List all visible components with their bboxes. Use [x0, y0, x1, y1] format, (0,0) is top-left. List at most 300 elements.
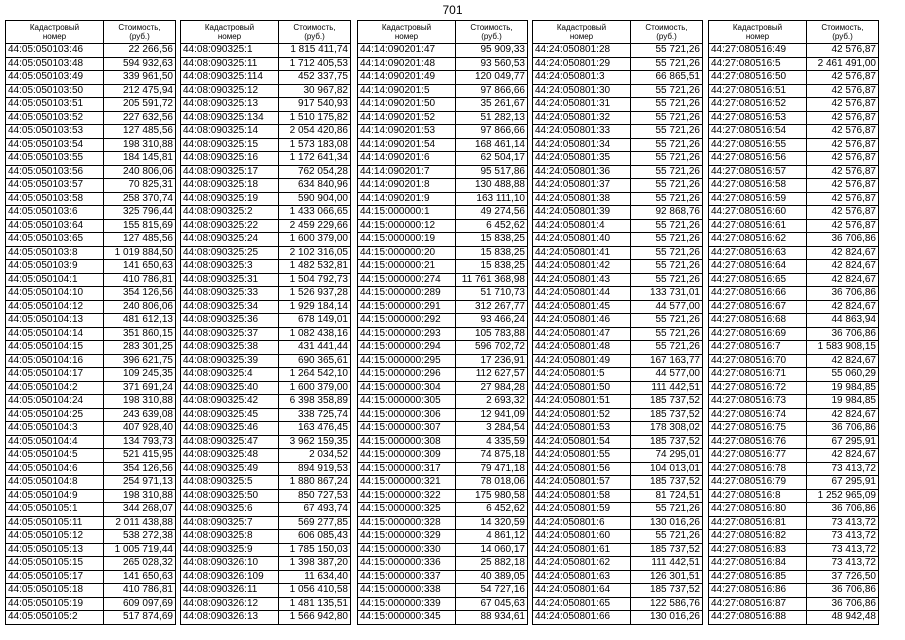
table-row — [181, 449, 351, 463]
header-text: (руб.) — [832, 32, 853, 41]
table-row — [533, 327, 703, 341]
cost-cell: 3 962 159,35 — [279, 435, 351, 449]
cadastral-number-cell: 44:27:080516:63 — [709, 246, 807, 260]
table-row — [358, 206, 528, 220]
cost-cell: 93 466,24 — [456, 314, 528, 328]
table-row — [358, 543, 528, 557]
table-row — [181, 138, 351, 152]
cost-cell: 2 054 420,86 — [279, 125, 351, 139]
cadastral-number-cell: 44:14:090201:6 — [358, 152, 456, 166]
table-row — [6, 44, 176, 58]
table-row — [533, 98, 703, 112]
header-text: Кадастровый — [556, 23, 607, 32]
header-text: Кадастровый — [381, 23, 432, 32]
cost-cell: 42 576,87 — [807, 192, 879, 206]
cadastral-number-cell: 44:24:050801:54 — [533, 435, 631, 449]
cadastral-number-cell: 44:05:050104:3 — [6, 422, 104, 436]
table-row — [181, 381, 351, 395]
table-row — [6, 111, 176, 125]
cost-cell: 185 737,52 — [631, 584, 703, 598]
cost-cell: 55 721,26 — [631, 165, 703, 179]
table-row — [181, 246, 351, 260]
table-row — [358, 476, 528, 490]
cost-cell: 538 272,38 — [104, 530, 176, 544]
cadastral-number-cell: 44:27:080516:83 — [709, 543, 807, 557]
cadastral-number-cell: 44:08:090325:1 — [181, 44, 279, 58]
table-row — [6, 246, 176, 260]
cadastral-number-cell: 44:05:050103:50 — [6, 84, 104, 98]
cadastral-number-cell: 44:08:090325:37 — [181, 327, 279, 341]
cost-cell: 55 721,26 — [631, 219, 703, 233]
cost-cell: 97 866,66 — [456, 84, 528, 98]
cost-cell: 55 721,26 — [631, 98, 703, 112]
header-cadastral-number — [6, 21, 104, 44]
cadastral-number-cell: 44:27:080516:58 — [709, 179, 807, 193]
cadastral-number-cell: 44:15:000000:325 — [358, 503, 456, 517]
cost-cell: 42 576,87 — [807, 44, 879, 58]
cadastral-number-cell: 44:24:050801:52 — [533, 408, 631, 422]
cost-cell: 2 693,32 — [456, 395, 528, 409]
cost-cell: 36 706,86 — [807, 584, 879, 598]
cadastral-number-cell: 44:08:090325:46 — [181, 422, 279, 436]
table-row — [358, 165, 528, 179]
header-text: (руб.) — [304, 32, 325, 41]
cadastral-number-cell: 44:05:050104:12 — [6, 300, 104, 314]
table-row — [358, 44, 528, 58]
table-row — [533, 557, 703, 571]
table-row — [533, 84, 703, 98]
cost-cell: 155 815,69 — [104, 219, 176, 233]
cost-cell: 175 980,58 — [456, 489, 528, 503]
cost-cell: 55 721,26 — [631, 341, 703, 355]
table-row — [6, 381, 176, 395]
table-row — [533, 368, 703, 382]
cost-cell: 22 266,56 — [104, 44, 176, 58]
table-row — [6, 152, 176, 166]
cadastral-number-cell: 44:08:090325:2 — [181, 206, 279, 220]
cadastral-number-cell: 44:08:090325:17 — [181, 165, 279, 179]
table-row — [709, 408, 879, 422]
cadastral-number-cell: 44:08:090325:47 — [181, 435, 279, 449]
cost-cell: 325 796,44 — [104, 206, 176, 220]
cadastral-number-cell: 44:24:050801:57 — [533, 476, 631, 490]
table-row — [533, 165, 703, 179]
cadastral-number-cell: 44:24:050801:4 — [533, 219, 631, 233]
cadastral-number-cell: 44:24:050801:53 — [533, 422, 631, 436]
cost-cell: 396 621,75 — [104, 354, 176, 368]
cadastral-number-cell: 44:08:090325:25 — [181, 246, 279, 260]
table-row — [533, 260, 703, 274]
cadastral-number-cell: 44:27:080516:60 — [709, 206, 807, 220]
cost-cell: 42 576,87 — [807, 111, 879, 125]
cadastral-number-cell: 44:24:050801:50 — [533, 381, 631, 395]
table-row — [709, 543, 879, 557]
cost-cell: 130 016,26 — [631, 611, 703, 625]
table-row — [709, 341, 879, 355]
table-row — [358, 273, 528, 287]
table-row — [709, 503, 879, 517]
cost-cell: 49 274,56 — [456, 206, 528, 220]
cost-cell: 37 726,50 — [807, 570, 879, 584]
cadastral-number-cell: 44:27:080516:54 — [709, 125, 807, 139]
cost-cell: 70 825,31 — [104, 179, 176, 193]
cadastral-number-cell: 44:15:000000:296 — [358, 368, 456, 382]
cost-cell: 1 082 438,16 — [279, 327, 351, 341]
cost-cell: 67 295,91 — [807, 435, 879, 449]
cadastral-number-cell: 44:15:000000:329 — [358, 530, 456, 544]
cadastral-number-cell: 44:27:080516:51 — [709, 84, 807, 98]
cost-cell: 55 721,26 — [631, 192, 703, 206]
cadastral-number-cell: 44:05:050105:11 — [6, 516, 104, 530]
table-row — [358, 71, 528, 85]
table-row — [358, 503, 528, 517]
cadastral-number-cell: 44:27:080516:77 — [709, 449, 807, 463]
cadastral-number-cell: 44:05:050104:17 — [6, 368, 104, 382]
table-row — [709, 165, 879, 179]
header-cadastral-number — [181, 21, 279, 44]
cadastral-number-cell: 44:27:080516:71 — [709, 368, 807, 382]
cadastral-number-cell: 44:24:050801:3 — [533, 71, 631, 85]
table-row — [6, 300, 176, 314]
cadastral-number-cell: 44:08:090325:13 — [181, 98, 279, 112]
table-row — [6, 570, 176, 584]
table-row — [533, 395, 703, 409]
cadastral-number-cell: 44:24:050801:48 — [533, 341, 631, 355]
cost-cell: 55 721,26 — [631, 125, 703, 139]
cadastral-number-cell: 44:08:090325:14 — [181, 125, 279, 139]
cost-cell: 1 504 792,73 — [279, 273, 351, 287]
cadastral-number-cell: 44:05:050103:55 — [6, 152, 104, 166]
cadastral-number-cell: 44:05:050104:24 — [6, 395, 104, 409]
cost-cell: 1 573 183,08 — [279, 138, 351, 152]
table-row — [6, 314, 176, 328]
table-row — [709, 71, 879, 85]
cost-cell: 95 909,33 — [456, 44, 528, 58]
table-row — [6, 435, 176, 449]
table-row — [533, 111, 703, 125]
table-row — [709, 314, 879, 328]
header-cost — [456, 21, 528, 44]
table-row — [709, 354, 879, 368]
cost-cell: 104 013,01 — [631, 462, 703, 476]
cost-cell: 120 049,77 — [456, 71, 528, 85]
table-row — [533, 233, 703, 247]
cadastral-number-cell: 44:05:050105:1 — [6, 503, 104, 517]
cost-cell: 54 727,16 — [456, 584, 528, 598]
cadastral-number-cell: 44:15:000000:338 — [358, 584, 456, 598]
table-row — [533, 341, 703, 355]
cost-cell: 1 526 937,28 — [279, 287, 351, 301]
cost-cell: 42 576,87 — [807, 98, 879, 112]
cost-cell: 1 712 405,53 — [279, 57, 351, 71]
header-text: номер — [569, 32, 594, 41]
table-row — [181, 408, 351, 422]
cadastral-number-cell: 44:27:080516:72 — [709, 381, 807, 395]
cost-cell: 42 576,87 — [807, 219, 879, 233]
table-row — [6, 219, 176, 233]
cadastral-number-cell: 44:08:090325:45 — [181, 408, 279, 422]
cadastral-number-cell: 44:08:090325:49 — [181, 462, 279, 476]
cadastral-number-cell: 44:24:050801:59 — [533, 503, 631, 517]
cadastral-number-cell: 44:08:090325:15 — [181, 138, 279, 152]
table-row — [181, 179, 351, 193]
table-row — [358, 327, 528, 341]
cost-cell: 163 476,45 — [279, 422, 351, 436]
cadastral-number-cell: 44:05:050104:1 — [6, 273, 104, 287]
cost-cell: 42 576,87 — [807, 165, 879, 179]
table-row — [181, 584, 351, 598]
cost-cell: 1 600 379,00 — [279, 381, 351, 395]
cost-cell: 55 721,26 — [631, 246, 703, 260]
cadastral-number-cell: 44:15:000000:274 — [358, 273, 456, 287]
cadastral-number-cell: 44:08:090326:10 — [181, 557, 279, 571]
table-column-2 — [180, 20, 351, 625]
table-row — [6, 354, 176, 368]
cadastral-number-cell: 44:05:050105:2 — [6, 611, 104, 625]
table-row — [358, 462, 528, 476]
header-text: Стоимость, — [293, 23, 336, 32]
cadastral-number-cell: 44:27:080516:78 — [709, 462, 807, 476]
table-column-1 — [5, 20, 176, 625]
table-row — [181, 287, 351, 301]
cost-cell: 1 583 908,15 — [807, 341, 879, 355]
cadastral-number-cell: 44:27:080516:80 — [709, 503, 807, 517]
table-row — [358, 246, 528, 260]
cadastral-number-cell: 44:27:080516:69 — [709, 327, 807, 341]
table-header-row — [533, 21, 703, 44]
cost-cell: 42 824,67 — [807, 449, 879, 463]
cadastral-number-cell: 44:24:050801:29 — [533, 57, 631, 71]
table-row — [709, 246, 879, 260]
cadastral-number-cell: 44:15:000000:336 — [358, 557, 456, 571]
cost-cell: 4 861,12 — [456, 530, 528, 544]
table-row — [6, 611, 176, 625]
cadastral-number-cell: 44:15:000000:292 — [358, 314, 456, 328]
cadastral-number-cell: 44:15:000000:322 — [358, 489, 456, 503]
cadastral-number-cell: 44:05:050104:14 — [6, 327, 104, 341]
table-row — [358, 233, 528, 247]
table-row — [709, 489, 879, 503]
table-row — [709, 219, 879, 233]
cost-cell: 339 961,50 — [104, 71, 176, 85]
table-row — [358, 597, 528, 611]
cadastral-number-cell: 44:05:050103:58 — [6, 192, 104, 206]
cadastral-number-cell: 44:24:050801:55 — [533, 449, 631, 463]
cadastral-number-cell: 44:27:080516:76 — [709, 435, 807, 449]
cost-cell: 1 785 150,03 — [279, 543, 351, 557]
table-row — [709, 570, 879, 584]
cost-cell: 2 011 438,88 — [104, 516, 176, 530]
cost-cell: 42 576,87 — [807, 152, 879, 166]
cadastral-number-cell: 44:14:090201:47 — [358, 44, 456, 58]
table-row — [533, 179, 703, 193]
header-cadastral-number — [533, 21, 631, 44]
cadastral-number-cell: 44:08:090325:8 — [181, 530, 279, 544]
table-row — [709, 530, 879, 544]
table-row — [358, 422, 528, 436]
table-row — [181, 314, 351, 328]
cost-cell: 93 560,53 — [456, 57, 528, 71]
table-row — [709, 516, 879, 530]
table-row — [181, 111, 351, 125]
cost-cell: 569 277,85 — [279, 516, 351, 530]
cost-cell: 44 577,00 — [631, 300, 703, 314]
cost-cell: 185 737,52 — [631, 435, 703, 449]
table-row — [181, 422, 351, 436]
header-text: номер — [745, 32, 770, 41]
cost-cell: 66 865,51 — [631, 71, 703, 85]
cost-cell: 240 806,06 — [104, 165, 176, 179]
table-row — [181, 125, 351, 139]
table-row — [709, 462, 879, 476]
cost-cell: 55 060,29 — [807, 368, 879, 382]
cadastral-number-cell: 44:08:090325:114 — [181, 71, 279, 85]
table-row — [709, 476, 879, 490]
cost-cell: 371 691,24 — [104, 381, 176, 395]
table-row — [358, 354, 528, 368]
cadastral-number-cell: 44:08:090325:16 — [181, 152, 279, 166]
table-row — [533, 354, 703, 368]
table-row — [358, 125, 528, 139]
table-row — [358, 84, 528, 98]
cadastral-number-cell: 44:08:090326:13 — [181, 611, 279, 625]
table-row — [533, 219, 703, 233]
table-row — [6, 138, 176, 152]
cadastral-number-cell: 44:05:050105:15 — [6, 557, 104, 571]
cost-cell: 1 056 410,58 — [279, 584, 351, 598]
table-row — [358, 179, 528, 193]
cadastral-number-cell: 44:05:050103:8 — [6, 246, 104, 260]
cost-cell: 42 576,87 — [807, 206, 879, 220]
cadastral-number-cell: 44:27:080516:56 — [709, 152, 807, 166]
table-row — [181, 165, 351, 179]
table-row — [6, 597, 176, 611]
table-row — [533, 476, 703, 490]
cost-cell: 36 706,86 — [807, 233, 879, 247]
cost-cell: 73 413,72 — [807, 516, 879, 530]
cost-cell: 351 860,15 — [104, 327, 176, 341]
cost-cell: 42 824,67 — [807, 273, 879, 287]
cadastral-table — [708, 20, 879, 625]
cadastral-table — [357, 20, 528, 625]
cost-cell: 111 442,51 — [631, 557, 703, 571]
page-number: 701 — [442, 3, 463, 17]
table-row — [709, 179, 879, 193]
cost-cell: 42 824,67 — [807, 260, 879, 274]
table-row — [709, 138, 879, 152]
cost-cell: 14 320,59 — [456, 516, 528, 530]
cadastral-number-cell: 44:24:050801:32 — [533, 111, 631, 125]
table-row — [709, 98, 879, 112]
cost-cell: 6 398 358,89 — [279, 395, 351, 409]
table-row — [358, 219, 528, 233]
table-row — [181, 300, 351, 314]
table-row — [709, 435, 879, 449]
cadastral-number-cell: 44:27:080516:84 — [709, 557, 807, 571]
cadastral-number-cell: 44:08:090325:22 — [181, 219, 279, 233]
cadastral-number-cell: 44:15:000000:305 — [358, 395, 456, 409]
cost-cell: 1 433 066,65 — [279, 206, 351, 220]
cost-cell: 517 874,69 — [104, 611, 176, 625]
table-row — [181, 219, 351, 233]
table-row — [181, 44, 351, 58]
cost-cell: 36 706,86 — [807, 287, 879, 301]
table-row — [181, 489, 351, 503]
cadastral-number-cell: 44:05:050104:5 — [6, 449, 104, 463]
cost-cell: 62 504,17 — [456, 152, 528, 166]
cost-cell: 55 721,26 — [631, 273, 703, 287]
cadastral-number-cell: 44:08:090325:39 — [181, 354, 279, 368]
table-row — [181, 503, 351, 517]
table-row — [709, 381, 879, 395]
cadastral-number-cell: 44:05:050104:9 — [6, 489, 104, 503]
table-row — [358, 287, 528, 301]
cadastral-number-cell: 44:27:080516:7 — [709, 341, 807, 355]
cadastral-number-cell: 44:24:050801:6 — [533, 516, 631, 530]
header-text: Стоимость, — [645, 23, 688, 32]
cadastral-number-cell: 44:24:050801:51 — [533, 395, 631, 409]
cadastral-number-cell: 44:05:050103:9 — [6, 260, 104, 274]
header-text: (руб.) — [656, 32, 677, 41]
cadastral-number-cell: 44:24:050801:38 — [533, 192, 631, 206]
cost-cell: 312 267,77 — [456, 300, 528, 314]
cost-cell: 81 724,51 — [631, 489, 703, 503]
cost-cell: 185 737,52 — [631, 395, 703, 409]
table-row — [709, 84, 879, 98]
cadastral-number-cell: 44:27:080516:55 — [709, 138, 807, 152]
cadastral-number-cell: 44:27:080516:70 — [709, 354, 807, 368]
header-text: номер — [42, 32, 67, 41]
cost-cell: 254 971,13 — [104, 476, 176, 490]
cost-cell: 55 721,26 — [631, 152, 703, 166]
cadastral-number-cell: 44:05:050103:65 — [6, 233, 104, 247]
table-row — [533, 543, 703, 557]
cost-cell: 410 786,81 — [104, 273, 176, 287]
cadastral-number-cell: 44:24:050801:31 — [533, 98, 631, 112]
cadastral-number-cell: 44:05:050105:19 — [6, 597, 104, 611]
cadastral-number-cell: 44:27:080516:62 — [709, 233, 807, 247]
table-row — [6, 503, 176, 517]
cost-cell: 258 370,74 — [104, 192, 176, 206]
cadastral-number-cell: 44:15:000000:293 — [358, 327, 456, 341]
cadastral-number-cell: 44:05:050103:48 — [6, 57, 104, 71]
table-row — [358, 570, 528, 584]
cost-cell: 55 721,26 — [631, 84, 703, 98]
cost-cell: 163 111,10 — [456, 192, 528, 206]
cost-cell: 95 517,86 — [456, 165, 528, 179]
cadastral-number-cell: 44:27:080516:74 — [709, 408, 807, 422]
cadastral-number-cell: 44:27:080516:66 — [709, 287, 807, 301]
cost-cell: 42 824,67 — [807, 408, 879, 422]
cadastral-number-cell: 44:08:090326:12 — [181, 597, 279, 611]
table-row — [6, 98, 176, 112]
table-row — [358, 381, 528, 395]
cost-cell: 917 540,93 — [279, 98, 351, 112]
table-row — [6, 341, 176, 355]
cost-cell: 596 702,72 — [456, 341, 528, 355]
table-row — [709, 597, 879, 611]
cadastral-number-cell: 44:24:050801:56 — [533, 462, 631, 476]
cost-cell: 1 482 532,81 — [279, 260, 351, 274]
cadastral-number-cell: 44:27:080516:49 — [709, 44, 807, 58]
cadastral-number-cell: 44:27:080516:64 — [709, 260, 807, 274]
table-row — [6, 165, 176, 179]
cadastral-number-cell: 44:05:050104:10 — [6, 287, 104, 301]
cadastral-number-cell: 44:24:050801:62 — [533, 557, 631, 571]
table-row — [533, 138, 703, 152]
cost-cell: 42 576,87 — [807, 138, 879, 152]
cadastral-number-cell: 44:27:080516:87 — [709, 597, 807, 611]
